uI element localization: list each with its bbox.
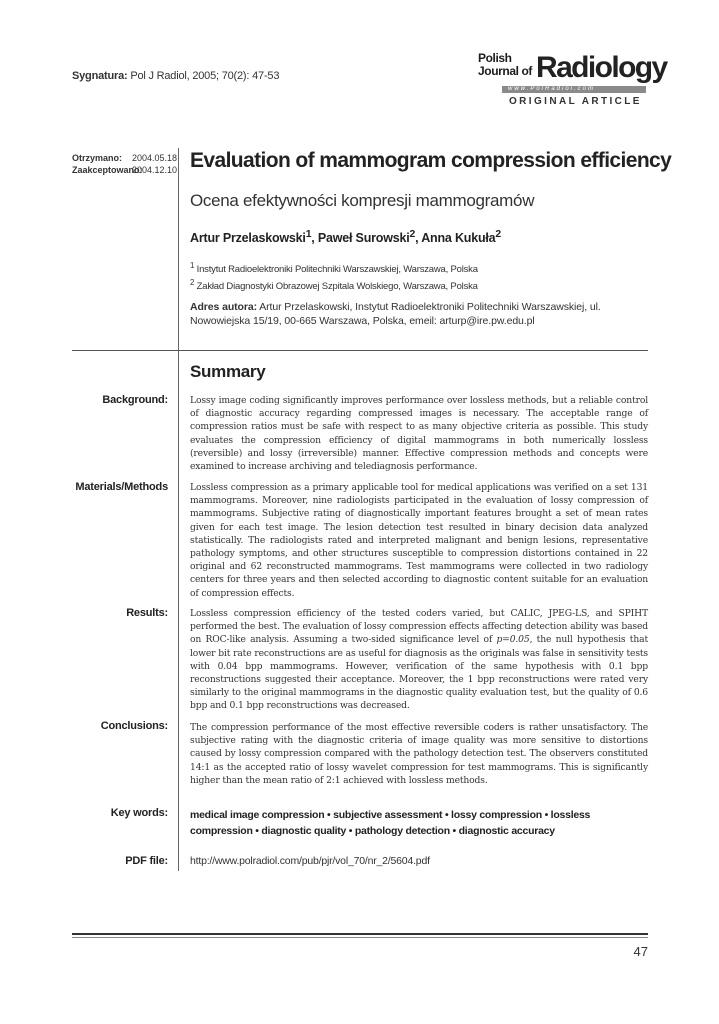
received-label: Otrzymano: — [72, 153, 123, 163]
journal-logo — [478, 51, 667, 102]
affiliation-text: Zakład Diagnostyki Obrazowej Szpitala Wolskiego, Warszawa, Polska — [196, 281, 478, 293]
summary-heading: Summary — [190, 362, 266, 381]
signature-label: Sygnatura: — [72, 70, 128, 82]
author-name: Artur Przelaskowski — [190, 231, 306, 246]
background-text: Lossy image coding significantly improves performance over lossless methods, but a reliable control of diagnostic accuracy regarding compressed images is necessary. The acceptable range of compression ratios must be safe with respect to as many objective criteria as possible. This study evaluates the compression efficiency of digital mammograms in both numerically lossless (reversible) and lossy (irreversible) manner. Effective compression methods and concepts were examined to increase archiving and telediagnosis performance. — [190, 395, 648, 473]
accepted-date: 2004.12.10 — [132, 165, 178, 175]
results-text-part2: , the null hypothesis that lower bit rate reconstructions are as useful for diagnosis as the originals was false in sensitivity tests with 0.04 bpp mammograms. However, verification of the same hypothesis with 0.1 bpp reconstructions suggested their acceptance. Moreover, the 1 bpp reconstructions were rated very similarly to the original mammograms in the diagnostic quality evaluation test, but the quality of 0.6 bpp and 0.1 bpp reconstructions was decreased. — [190, 634, 648, 712]
author-sup: 2 — [495, 229, 502, 240]
background-label: Background: — [102, 394, 168, 406]
article-type: ORIGINAL ARTICLE — [509, 96, 642, 107]
logo-polish: Polish — [478, 51, 512, 65]
accepted-label: Zaakceptowano: — [72, 165, 143, 175]
footer-rule — [72, 933, 648, 935]
methods-text: Lossless compression as a primary applicable tool for medical applications was verified on a set 131 mammograms. Moreover, nine radiologists participated in the evaluation of lossy compression of mammograms. Subjective rating of diagnostically important features brought a set of mean rates given for each test image. The lesion detection test resulted in binary decision data analyzed statistically. The radiologists rated and interpreted malignant and benign lesions, representative pathology symptoms, and other structures susceptible to compression distortions contained in 22 original and 62 reconstructed mammograms. Test mammograms were collected in two radiology centers for three years and then selected according to diagnostic content suitable for an evaluation of compression effects. — [190, 482, 648, 599]
author-address — [190, 300, 660, 328]
results-text-part1: Lossless compression efficiency of the tested coders varied, but CALIC, JPEG-LS, and SPIHT performed the best. The evaluation of lossy compression effects affecting detection ability was based on ROC-like analysis. Assuming a two-sided significance level of — [190, 608, 648, 646]
address-label: Adres autora: — [190, 301, 257, 313]
article-subtitle: Ocena efektywności kompresji mammogramów — [190, 191, 535, 210]
author-sup: 2 — [409, 229, 416, 240]
article-title: Evaluation of mammogram compression efficiency — [190, 149, 672, 172]
page-number: 47 — [633, 944, 648, 959]
vertical-rule-bottom — [178, 351, 179, 871]
logo-journal-of: Journal of — [478, 64, 533, 78]
author-name: Anna Kukuła — [421, 231, 496, 246]
vertical-rule-top — [178, 148, 179, 350]
pdf-label: PDF file: — [125, 855, 168, 867]
logo-url: www.PolRadiol.com — [508, 86, 596, 92]
author-sup: 1 — [305, 229, 312, 240]
horizontal-rule — [72, 350, 648, 351]
affiliation-text: Instytut Radioelektroniki Politechniki Warszawskiej, Warszawa, Polska — [196, 264, 478, 276]
results-text — [190, 607, 648, 713]
affiliation — [190, 259, 478, 276]
methods-label: Materials/Methods — [75, 481, 168, 493]
signature-value: Pol J Radiol, 2005; 70(2): 47-53 — [130, 70, 280, 82]
dates-block — [72, 152, 177, 176]
keywords-label: Key words: — [110, 807, 168, 819]
conclusions-text: The compression performance of the most effective reversible coders is rather unsatisfactory. The subjective rating with the diagnostic criteria of image quality was more sensitive to distortions caused by lossy compression compared with the pathology detection test. The observers constituted 14:1 as the accepted ratio of lossy wavelet compression for test mammograms. This is significantly higher than the mean ratio of 2:1 achieved with lossless methods. — [190, 722, 648, 786]
conclusions-label: Conclusions: — [100, 720, 168, 732]
affiliation-sup: 1 — [190, 261, 195, 270]
results-p-value: p=0.05 — [496, 634, 530, 646]
results-label: Results: — [126, 607, 168, 619]
affiliation-sup: 2 — [190, 278, 195, 288]
signature — [72, 70, 279, 82]
keywords: medical image compression • subjective assessment • lossy compression • lossless compression • diagnostic quality • pathology detection • diagnostic accuracy — [190, 809, 591, 837]
pdf-link[interactable]: http://www.polradiol.com/pub/pjr/vol_70/nr_2/5604.pdf — [190, 855, 430, 867]
affiliations — [190, 259, 478, 293]
logo-radiology: Radiology — [536, 51, 667, 84]
author-name: Paweł Surowski — [317, 231, 410, 246]
footer-rule-thin — [72, 937, 648, 938]
received-date: 2004.05.18 — [132, 153, 178, 163]
authors: Artur Przelaskowski$^1$, Paweł Surowski$^2$, Anna Kukuła$^2$ — [190, 229, 502, 246]
affiliation — [190, 276, 478, 293]
address-text: Artur Przelaskowski, Instytut Radioelektroniki Politechniki Warszawskiej, ul. Nowowiejska 15/19, 00-665 Warszawa, Polska, emeil: arturp@ire.pw.edu.pl — [190, 301, 601, 327]
